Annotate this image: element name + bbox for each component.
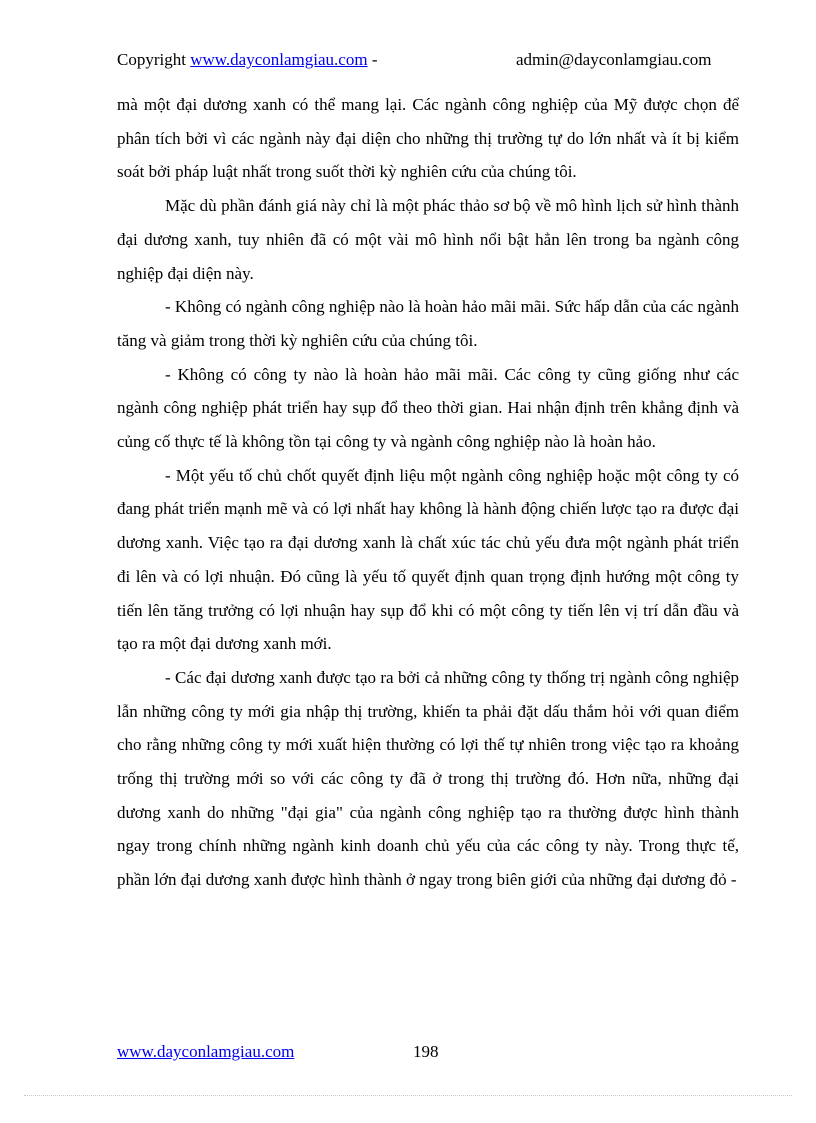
header-separator: - (371, 50, 378, 69)
page-footer (117, 1040, 737, 1064)
bullet-paragraph: - Một yếu tố chủ chốt quyết định liệu một ngành công nghiệp hoặc một công ty có đang phát triển mạnh mẽ và có lợi nhất hay không là hành động chiến lược tạo ra được đại dương xanh. Việc tạo ra đại dương xanh là chất xúc tác chủ yếu đưa một ngành phát triển đi lên và có lợi nhuận. Đó cũng là yếu tố quyết định quan trọng định hướng một công ty tiến lên tăng trưởng có lợi nhuận hay sụp đổ khi có một công ty tiến lên vị trí dẫn đầu và tạo ra một đại dương xanh mới. (117, 465, 739, 654)
copyright-label: Copyright (117, 50, 186, 69)
paragraph-continuation: mà một đại dương xanh có thể mang lại. Các ngành công nghiệp của Mỹ được chọn để phân tích bởi vì các ngành này đại diện cho những thị trường tự do lớn nhất và ít bị kiểm soát bởi pháp luật nhất trong suốt thời kỳ nghiên cứu của chúng tôi. (117, 95, 739, 182)
header-email: admin@dayconlamgiau.com (516, 50, 712, 69)
page-bottom-divider (24, 1095, 792, 1096)
header-left (117, 48, 377, 72)
bullet-paragraph: - Không có ngành công nghiệp nào là hoàn hảo mãi mãi. Sức hấp dẫn của các ngành tăng và giảm trong thời kỳ nghiên cứu của chúng tôi. (117, 297, 739, 350)
page-number: 198 (413, 1042, 439, 1061)
page-header (117, 48, 737, 72)
header-site-link[interactable]: www.dayconlamgiau.com (190, 50, 368, 69)
document-body (117, 88, 739, 897)
footer-site-link[interactable]: www.dayconlamgiau.com (117, 1042, 295, 1061)
bullet-paragraph: - Không có công ty nào là hoàn hảo mãi mãi. Các công ty cũng giống như các ngành công nghiệp phát triển hay sụp đổ theo thời gian. Hai nhận định trên khẳng định và củng cố thực tế là không tồn tại công ty và ngành công nghiệp nào là hoàn hảo. (117, 364, 739, 452)
bullet-paragraph: - Các đại dương xanh được tạo ra bởi cả những công ty thống trị ngành công nghiệp lẫn những công ty mới gia nhập thị trường, khiến ta phải đặt dấu thắm hỏi với quan điểm cho rằng những công ty mới xuất hiện thường có lợi thế tự nhiên trong việc tạo ra khoảng trống thị trường mới so với các công ty đã ở trong thị trường đó. Hơn nữa, những đại dương xanh do những "đại gia" của ngành công nghiệp tạo ra thường được hình thành ngay trong chính những ngành kinh doanh chủ yếu của các công ty này. Trong thực tế, phần lớn đại dương xanh được hình thành ở ngay trong biên giới của những đại dương đỏ - (117, 667, 739, 890)
paragraph: Mặc dù phần đánh giá này chỉ là một phác thảo sơ bộ về mô hình lịch sử hình thành đại dương xanh, tuy nhiên đã có một vài mô hình nổi bật hẳn lên trong ba ngành công nghiệp đại diện này. (117, 196, 739, 283)
